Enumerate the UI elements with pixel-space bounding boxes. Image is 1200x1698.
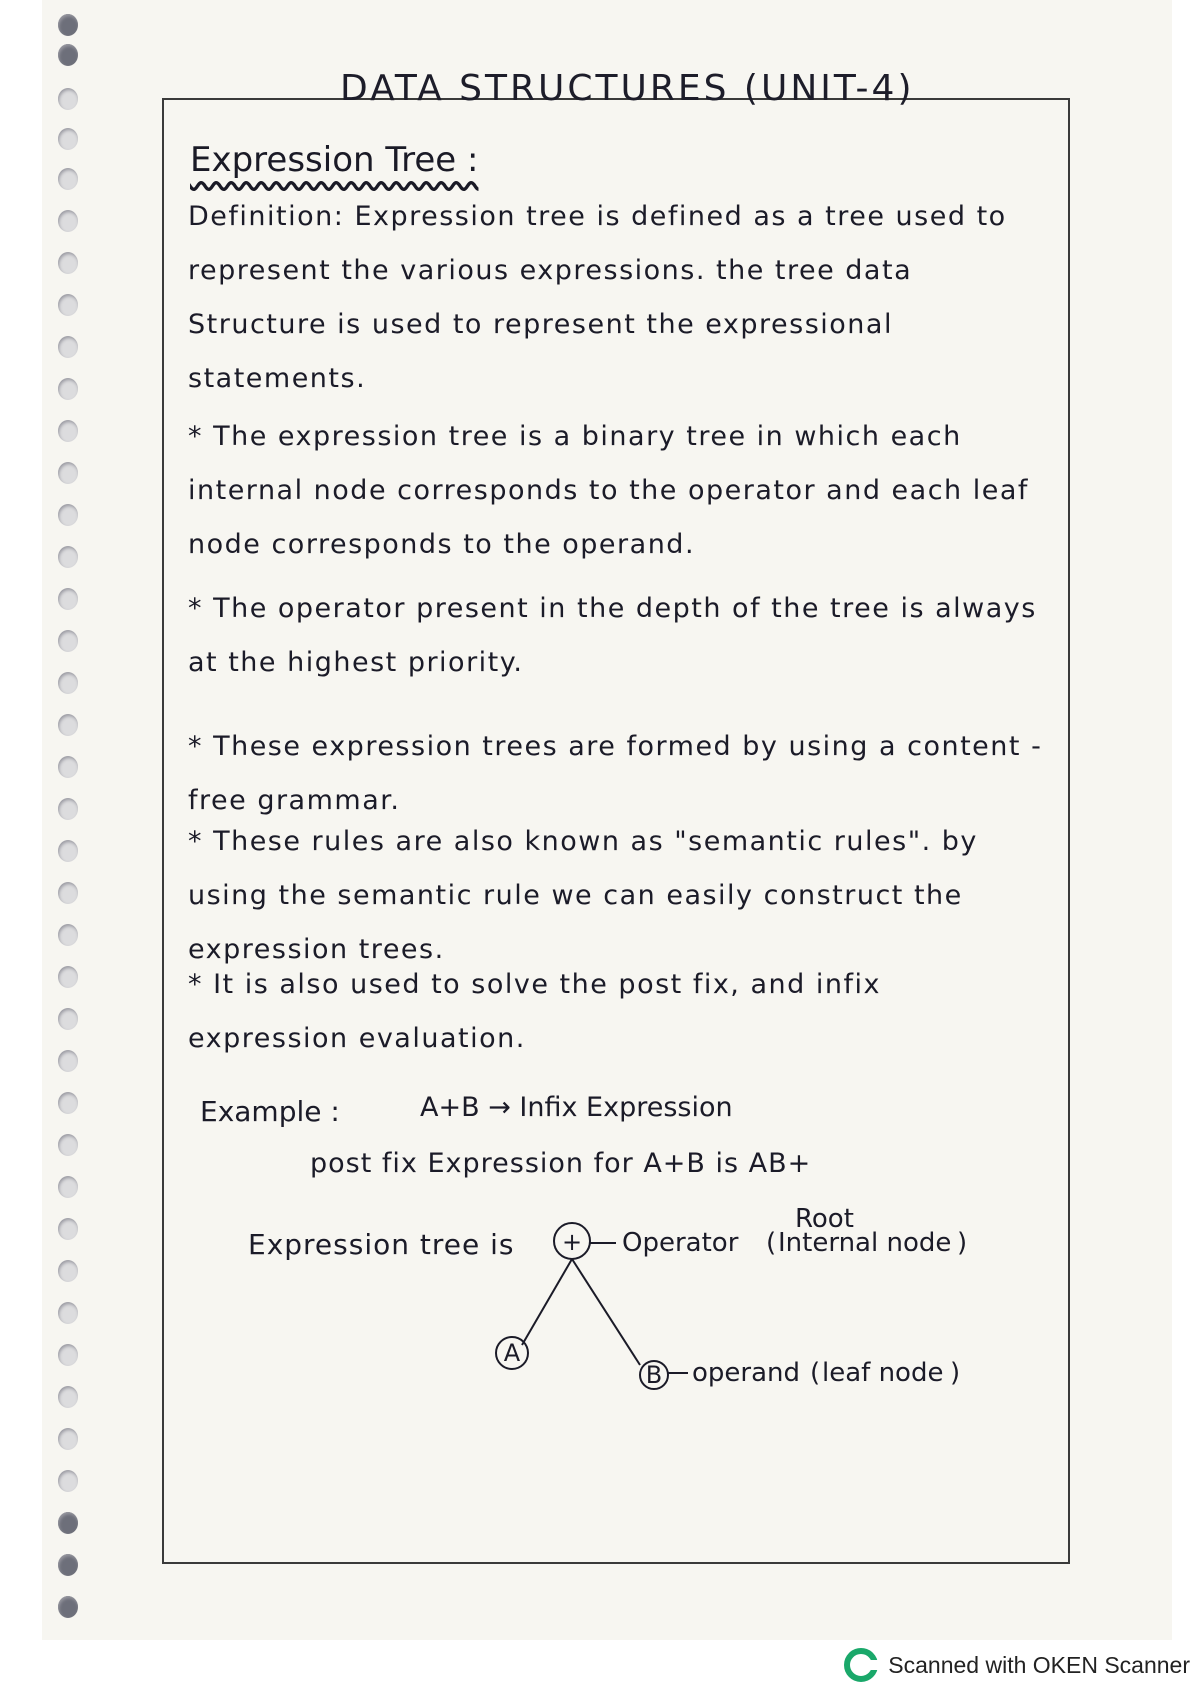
leaf-node-annotation: leaf node bbox=[822, 1358, 944, 1388]
binding-hole bbox=[58, 1470, 78, 1492]
expression-tree-diagram bbox=[503, 1195, 1080, 1425]
binding-hole bbox=[58, 1260, 78, 1282]
binding-hole bbox=[58, 1008, 78, 1030]
infix-expression: A+B → Infix Expression bbox=[420, 1092, 733, 1123]
binding-hole bbox=[58, 1344, 78, 1366]
scanner-text: Scanned with OKEN Scanner bbox=[888, 1651, 1190, 1678]
example-label: Example : bbox=[200, 1095, 340, 1128]
binding-hole bbox=[58, 1554, 78, 1576]
bullet-point: * The expression tree is a binary tree in which each internal node corresponds to the operator and each leaf node corresponds to the operand. bbox=[188, 421, 1029, 560]
oken-scanner-logo-icon bbox=[844, 1648, 878, 1682]
paren-close: ) bbox=[957, 1228, 968, 1258]
paren-open: ( bbox=[766, 1228, 777, 1258]
binding-hole bbox=[58, 672, 78, 694]
binding-hole bbox=[58, 1596, 78, 1618]
binding-hole bbox=[58, 1134, 78, 1156]
postfix-expression: post fix Expression for A+B is AB+ bbox=[310, 1148, 812, 1179]
operand-annotation: operand bbox=[692, 1358, 801, 1388]
binding-hole bbox=[58, 1218, 78, 1240]
bullet-point: * These expression trees are formed by using a content - free grammar. bbox=[188, 731, 1043, 816]
root-node-label: + bbox=[561, 1228, 583, 1256]
binding-hole bbox=[58, 462, 78, 484]
binding-hole bbox=[58, 504, 78, 526]
binding-hole bbox=[58, 1050, 78, 1072]
binding-hole bbox=[58, 756, 78, 778]
binding-hole bbox=[58, 630, 78, 652]
tree-svg bbox=[503, 1195, 1080, 1425]
definition-paragraph bbox=[188, 190, 1048, 406]
binding-hole bbox=[58, 168, 78, 190]
binding-hole bbox=[58, 798, 78, 820]
scanner-watermark bbox=[844, 1645, 1190, 1685]
bullet-point: * It is also used to solve the post fix, and infix expression evaluation. bbox=[188, 969, 881, 1054]
binding-hole bbox=[58, 1302, 78, 1324]
binding-hole bbox=[58, 588, 78, 610]
root-caption: Root bbox=[795, 1204, 854, 1234]
page-title: DATA STRUCTURES (UNIT-4) bbox=[340, 68, 915, 109]
spiral-binding bbox=[48, 0, 88, 1640]
binding-hole bbox=[58, 714, 78, 736]
binding-hole bbox=[58, 210, 78, 232]
binding-hole bbox=[58, 1386, 78, 1408]
tree-label: Expression tree is bbox=[248, 1228, 515, 1261]
binding-hole bbox=[58, 882, 78, 904]
binding-hole bbox=[58, 966, 78, 988]
edge-left bbox=[522, 1259, 572, 1345]
binding-hole bbox=[58, 336, 78, 358]
bullet-point: * The operator present in the depth of the tree is always at the highest priority. bbox=[188, 593, 1037, 678]
binding-hole bbox=[58, 294, 78, 316]
definition-text: Expression tree is defined as a tree used to represent the various expressions. the tree data Structure is used to represent the expressional statements. bbox=[188, 201, 1007, 394]
paren-close-leaf: ) bbox=[950, 1358, 961, 1388]
binding-hole bbox=[58, 1512, 78, 1534]
binding-hole bbox=[58, 1176, 78, 1198]
binding-hole bbox=[58, 378, 78, 400]
binding-hole bbox=[58, 88, 78, 110]
section-heading: Expression Tree : bbox=[190, 140, 479, 180]
binding-hole bbox=[58, 924, 78, 946]
definition-label: Definition: bbox=[188, 201, 345, 232]
binding-hole bbox=[58, 1428, 78, 1450]
binding-hole bbox=[58, 14, 78, 36]
right-leaf-label: B bbox=[645, 1361, 663, 1389]
paren-open-leaf: ( bbox=[810, 1358, 821, 1388]
binding-hole bbox=[58, 128, 78, 150]
bullet-point: * These rules are also known as "semantic rules". by using the semantic rule we can easily construct the expression trees. bbox=[188, 826, 978, 965]
edge-right bbox=[572, 1259, 640, 1365]
binding-hole bbox=[58, 840, 78, 862]
left-leaf-label: A bbox=[503, 1339, 521, 1367]
binding-hole bbox=[58, 1092, 78, 1114]
internal-node-annotation: Internal node bbox=[778, 1228, 952, 1258]
operator-annotation: Operator bbox=[622, 1228, 739, 1258]
binding-hole bbox=[58, 546, 78, 568]
binding-hole bbox=[58, 44, 78, 66]
binding-hole bbox=[58, 252, 78, 274]
binding-hole bbox=[58, 420, 78, 442]
